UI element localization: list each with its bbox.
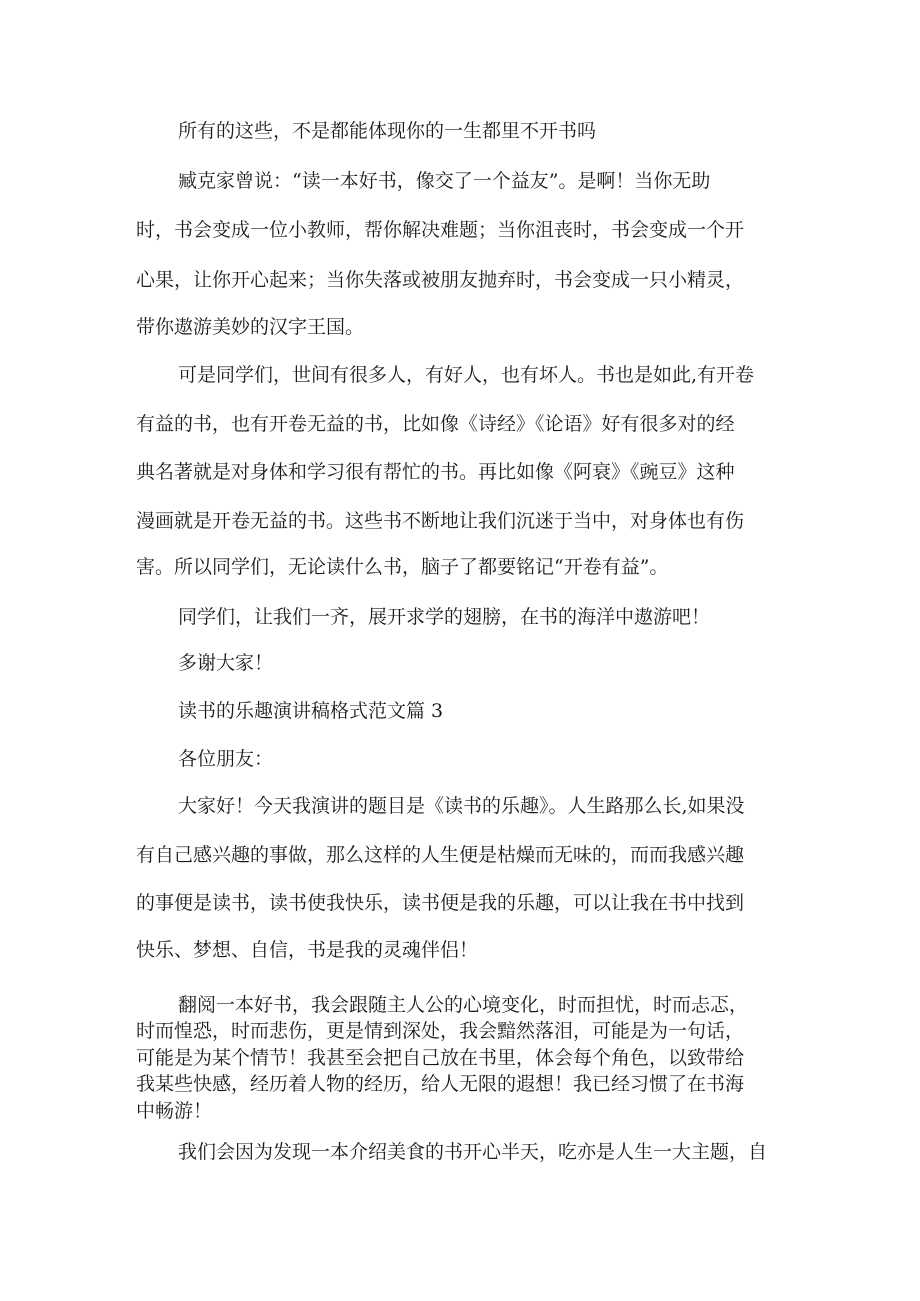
paragraph-line: 可能是为某个情节！我甚至会把自己放在书里，体会每个角色，以致带给 [136,1047,745,1069]
paragraph-line: 同学们，让我们一齐，展开求学的翅膀，在书的海洋中遨游吧！ [178,606,711,628]
paragraph-line: 有益的书，也有开卷无益的书，比如像《诗经》《论语》好有很多对的经 [136,413,735,435]
paragraph-line: 带你遨游美妙的汉字王国。 [136,316,365,338]
paragraph-line: 有自己感兴趣的事做，那么这样的人生便是枯燥而无味的，而而我感兴趣 [136,844,745,866]
paragraph-line: 害。所以同学们，无论读什么书，脑子了都要铭记“开卷有益”。 [136,556,669,578]
paragraph-line: 典名著就是对身体和学习很有帮忙的书。再比如像《阿衰》《豌豆》这种 [136,461,735,483]
paragraph-line: 我们会因为发现一本介绍美食的书开心半天，吃亦是人生一大主题，自 [178,1141,768,1163]
paragraph-line: 翻阅一本好书，我会跟随主人公的心境变化，时而担忧，时而忐忑， [178,994,749,1016]
paragraph-line: 的事便是读书，读书使我快乐，读书便是我的乐趣，可以让我在书中找到 [136,892,745,914]
paragraph-line: 快乐、梦想、自信，书是我的灵魂伴侣！ [136,939,479,961]
paragraph-line: 我某些快感，经历着人物的经历，给人无限的遐想！我已经习惯了在书海 [136,1073,745,1095]
paragraph-line: 大家好！今天我演讲的题目是《读书的乐趣》。人生路那么长,如果没 [178,795,745,817]
paragraph-line: 时而惶恐，时而悲伤，更是情到深处，我会黯然落泪，可能是为一句话， [136,1020,745,1042]
paragraph-line: 心果，让你开心起来；当你失落或被朋友抛弃时，书会变成一只小精灵， [136,269,745,291]
paragraph-line: 漫画就是开卷无益的书。这些书不断地让我们沉迷于当中，对身体也有伤 [136,510,745,532]
paragraph-line: 多谢大家！ [178,652,274,674]
paragraph-line: 可是同学们，世间有很多人，有好人，也有坏人。书也是如此,有开卷 [178,364,755,386]
section-heading: 读书的乐趣演讲稿格式范文篇 3 [178,700,444,722]
paragraph-line: 各位朋友： [178,748,274,770]
paragraph-line: 中畅游！ [136,1100,213,1122]
paragraph-line: 时，书会变成一位小教师，帮你解决难题；当你沮丧时，书会变成一个开 [136,219,745,241]
paragraph-line: 所有的这些，不是都能体现你的一生都里不开书吗 [178,120,597,142]
paragraph-line: 臧克家曾说：“读一本好书，像交了一个益友”。是啊！当你无助 [178,170,711,192]
